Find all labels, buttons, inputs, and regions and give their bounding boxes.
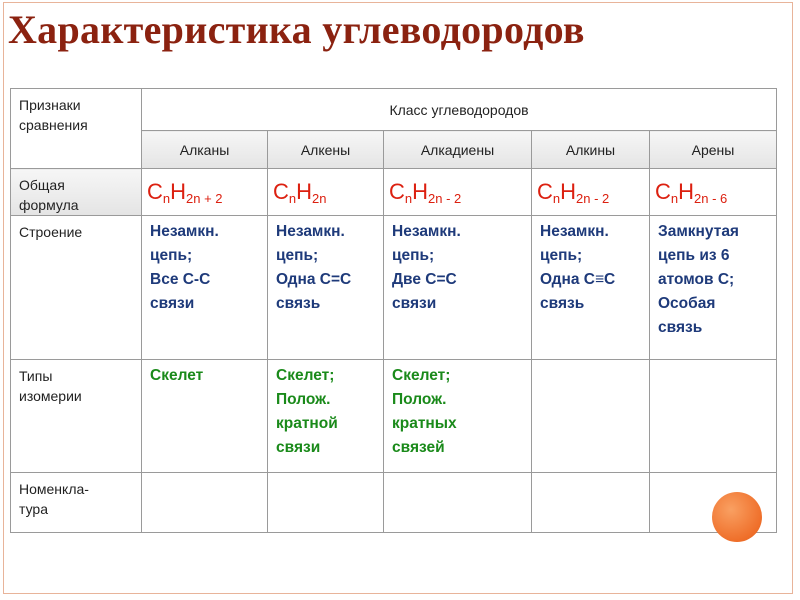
- class-header-alkanes: Алканы: [142, 131, 268, 169]
- structure-cell: [268, 216, 384, 360]
- row-label-formula: [11, 169, 142, 216]
- row-label-line: формула: [19, 197, 79, 213]
- comparison-table: [10, 88, 777, 533]
- cell-line: Полож.: [392, 391, 447, 408]
- formula-cell: $C_nH_{2n - 2}$: [532, 169, 650, 216]
- row-label-nomenclature: [11, 473, 142, 533]
- cell-line: Особая: [658, 295, 716, 312]
- row-label-line: Строение: [19, 224, 83, 240]
- formula-cell: $C_nH_{2n - 2}$: [384, 169, 532, 216]
- nomenclature-cell: [532, 473, 650, 533]
- cell-line: связи: [392, 295, 437, 312]
- class-header-alkadienes: Алкадиены: [384, 131, 532, 169]
- isomerism-cell: [650, 360, 777, 473]
- cell-line: цепь;: [150, 247, 193, 264]
- cell-line: связи: [150, 295, 195, 312]
- cell-line: Незамкн.: [276, 223, 345, 240]
- isomerism-cell: [384, 360, 532, 473]
- formula-cell: $C_nH_{2n}$: [268, 169, 384, 216]
- nomenclature-cell: [384, 473, 532, 533]
- cell-line: связь: [658, 319, 703, 336]
- cell-line: Скелет;: [276, 367, 335, 384]
- row-label-line: Номенкла-: [19, 481, 89, 497]
- isomerism-cell: [268, 360, 384, 473]
- structure-cell: [384, 216, 532, 360]
- cell-line: Незамкн.: [150, 223, 219, 240]
- slide-title: Характеристика углеводородов: [8, 7, 585, 52]
- cell-line: Незамкн.: [540, 223, 609, 240]
- class-group-header: Класс углеводородов: [142, 89, 777, 131]
- cell-line: кратных: [392, 415, 457, 432]
- class-header-alkenes: Алкены: [268, 131, 384, 169]
- cell-line: связь: [540, 295, 585, 312]
- structure-cell: [142, 216, 268, 360]
- cell-line: цепь;: [276, 247, 319, 264]
- formula-cell: $C_nH_{2n - 6}$: [650, 169, 777, 216]
- cell-line: Две С=С: [392, 271, 457, 288]
- row-label-line: тура: [19, 501, 48, 517]
- row-label-isomerism: [11, 360, 142, 473]
- cell-line: Скелет;: [392, 367, 451, 384]
- corner-header-line: сравнения: [19, 117, 88, 133]
- cell-line: связи: [276, 439, 321, 456]
- structure-cell: [532, 216, 650, 360]
- structure-row: [11, 216, 777, 360]
- row-label-line: Общая: [19, 177, 65, 193]
- cell-line: кратной: [276, 415, 338, 432]
- cell-line: Все С-С: [150, 271, 211, 288]
- cell-line: связь: [276, 295, 321, 312]
- structure-cell: [650, 216, 777, 360]
- class-header-alkynes: Алкины: [532, 131, 650, 169]
- cell-line: Полож.: [276, 391, 331, 408]
- nomenclature-cell: [142, 473, 268, 533]
- cell-line: атомов С;: [658, 271, 735, 288]
- cell-line: связей: [392, 439, 445, 456]
- isomerism-cell: [532, 360, 650, 473]
- corner-header-cell: [11, 89, 142, 169]
- nomenclature-cell: [268, 473, 384, 533]
- corner-header-line: Признаки: [19, 97, 81, 113]
- cell-line: цепь;: [392, 247, 435, 264]
- cell-line: цепь;: [540, 247, 583, 264]
- isomerism-cell: [142, 360, 268, 473]
- cell-line: Незамкн.: [392, 223, 461, 240]
- cell-line: Скелет: [150, 367, 204, 384]
- isomerism-row: [11, 360, 777, 473]
- cell-line: Замкнутая: [658, 223, 739, 240]
- formula-cell: $C_nH_{2n + 2}$: [142, 169, 268, 216]
- class-header-arenes: Арены: [650, 131, 777, 169]
- cell-line: Одна С≡С: [540, 271, 616, 288]
- row-label-line: изомерии: [19, 388, 82, 404]
- row-label-structure: [11, 216, 142, 360]
- cell-line: цепь из 6: [658, 247, 730, 264]
- nomenclature-row: [11, 473, 777, 533]
- cell-line: Одна С=С: [276, 271, 352, 288]
- row-label-line: Типы: [19, 368, 53, 384]
- decorative-orange-circle: [712, 492, 762, 542]
